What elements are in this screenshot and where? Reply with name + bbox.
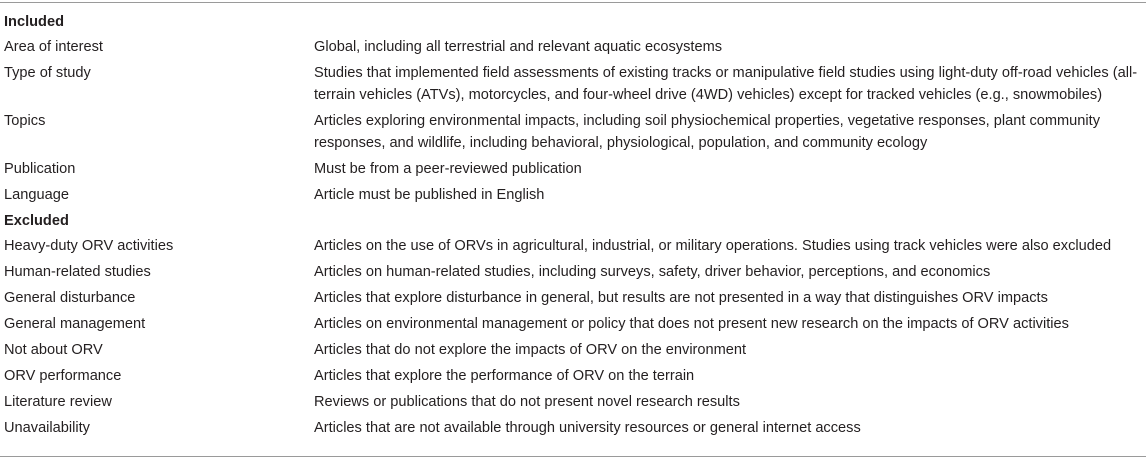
- description-cell: Articles that explore disturbance in general, but results are not presented in a way that distinguishes ORV impacts: [314, 290, 1048, 306]
- description-cell: Reviews or publications that do not present novel research results: [314, 394, 740, 410]
- description-cell: Article must be published in English: [314, 187, 545, 203]
- section-included: [0, 9, 1146, 34]
- table-row: [0, 182, 1146, 208]
- table-row: [0, 259, 1146, 285]
- description-cell: Articles on the use of ORVs in agricultural, industrial, or military operations. Studies using track vehicles were also excluded: [314, 238, 1112, 254]
- table-row: [0, 311, 1146, 337]
- description-cell: Must be from a peer-reviewed publication: [314, 161, 582, 177]
- table-row: [0, 233, 1146, 259]
- section-heading-excluded: Excluded: [4, 213, 69, 229]
- criterion-cell: Literature review: [4, 394, 112, 410]
- criterion-cell: Topics: [4, 113, 46, 129]
- description-cell: Articles that do not explore the impacts of ORV on the environment: [314, 342, 747, 358]
- table-row: [0, 108, 1146, 156]
- criterion-cell: ORV performance: [4, 368, 122, 384]
- top-rule: [0, 2, 1146, 3]
- description-cell: Articles that explore the performance of ORV on the terrain: [314, 368, 695, 384]
- inclusion-exclusion-table: [0, 9, 1146, 441]
- table-row: [0, 285, 1146, 311]
- table-row: [0, 389, 1146, 415]
- description-cell: Studies that implemented field assessments of existing tracks or manipulative field studies using light-duty off-road vehicles (all-terrain vehicles (ATVs), motorcycles, and four-wheel drive (4WD) vehicles) except for tracked vehicles (e.g., snowmobiles): [314, 65, 1138, 103]
- table-row: [0, 337, 1146, 363]
- table-row: [0, 363, 1146, 389]
- bottom-rule: [0, 456, 1146, 457]
- table-row: [0, 415, 1146, 441]
- description-cell: Articles exploring environmental impacts, including soil physiochemical properties, vegetative responses, plant community responses, and wildlife, including behavioral, physiological, population, and community ecology: [314, 113, 1101, 151]
- criterion-cell: Area of interest: [4, 39, 103, 55]
- description-cell: Articles on human-related studies, including surveys, safety, driver behavior, perceptions, and economics: [314, 264, 991, 280]
- criterion-cell: General disturbance: [4, 290, 136, 306]
- description-cell: Articles on environmental management or policy that does not present new research on the impacts of ORV activities: [314, 316, 1069, 332]
- criterion-cell: Unavailability: [4, 420, 90, 436]
- description-cell: Global, including all terrestrial and relevant aquatic ecosystems: [314, 39, 723, 55]
- table-row: [0, 34, 1146, 60]
- description-cell: Articles that are not available through university resources or general internet access: [314, 420, 861, 436]
- criterion-cell: Not about ORV: [4, 342, 103, 358]
- criterion-cell: Heavy-duty ORV activities: [4, 238, 174, 254]
- criterion-cell: General management: [4, 316, 146, 332]
- criterion-cell: Publication: [4, 161, 76, 177]
- criterion-cell: Type of study: [4, 65, 91, 81]
- criterion-cell: Language: [4, 187, 69, 203]
- section-heading-included: Included: [4, 14, 64, 30]
- table-row: [0, 60, 1146, 108]
- section-excluded: [0, 208, 1146, 233]
- table-row: [0, 156, 1146, 182]
- criterion-cell: Human-related studies: [4, 264, 151, 280]
